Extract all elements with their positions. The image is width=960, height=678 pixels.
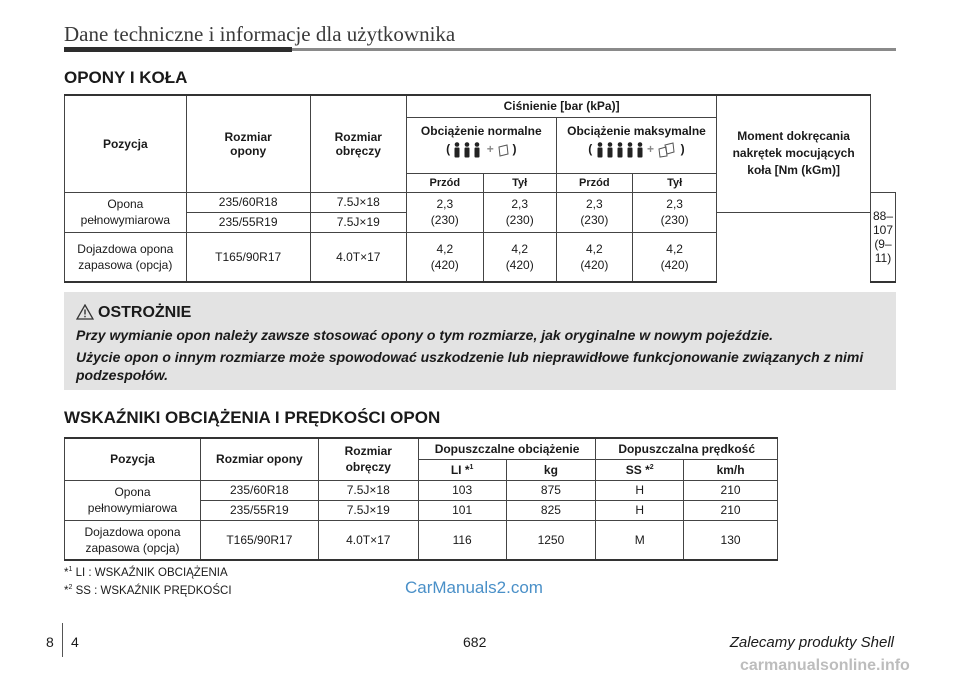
t2-hdr-predkosc: Dopuszczalna prędkość	[596, 438, 778, 459]
row-full-size-rim-b: 7.5J×19	[310, 212, 406, 232]
caution-text-2: Użycie opon o innym rozmiarze może spowodować uszkodzenie lub nieprawidłowe funkcjonowanie związanych z nimi podzespołów.	[76, 349, 864, 383]
three-persons-icon	[453, 142, 483, 158]
t2-row-spare-position: Dojazdowa opona zapasowa (opcja)	[65, 520, 201, 560]
five-persons-icon	[596, 142, 644, 158]
section-title-tyres: OPONY I KOŁA	[64, 68, 188, 87]
footnote-ss-sup: 2	[68, 584, 73, 591]
footnote-li-text: LI : WSKAŹNIK OBCIĄŻENIA	[75, 566, 228, 579]
row-full-size-pressure-4	[632, 192, 716, 232]
footer-shell-recommendation: Zalecamy produkty Shell	[729, 634, 894, 651]
row-full-size-tire-a: 235/60R18	[186, 192, 310, 212]
pressure-kpa: (230)	[580, 213, 609, 227]
hdr-pozycja: Pozycja	[65, 95, 187, 192]
pressure-kpa: (420)	[430, 257, 459, 272]
row-full-size-pressure-1	[406, 192, 483, 232]
watermark-carmanualsonline[interactable]: carmanualsonline.info	[740, 657, 910, 674]
t2-row-2-kg: 1250	[506, 520, 596, 560]
header-rule-accent	[64, 47, 292, 52]
pressure-kpa: (230)	[430, 213, 459, 227]
t2-row-1a-ss: H	[596, 480, 684, 500]
t2-hdr-kg: kg	[506, 459, 596, 480]
t2-row-full-size-position: Opona pełnowymiarowa	[65, 480, 201, 520]
load-speed-table	[64, 437, 778, 561]
hdr-tyl-1: Tył	[483, 173, 556, 192]
hdr-obciazenie-maksymalne	[556, 117, 717, 173]
hdr-obciazenie-normalne	[406, 117, 556, 173]
t2-row-1b-ss: H	[596, 500, 684, 520]
row-spare-rim: 4.0T×17	[310, 232, 406, 282]
t2-row-1a-kg: 875	[506, 480, 596, 500]
luggage-icon	[497, 143, 509, 157]
max-load-icon-group: ( + )	[588, 141, 685, 156]
hdr-przod-1: Przód	[406, 173, 483, 192]
t2-row-1a-rim: 7.5J×18	[318, 480, 418, 500]
hdr-moment: Moment dokręcania nakrętek mocujących koła [Nm (kGm)]	[717, 95, 871, 212]
pressure-value: 2,3	[436, 197, 454, 211]
pressure-kpa: (420)	[580, 257, 609, 272]
footer-chapter: 8	[46, 634, 54, 650]
footnote-li-sup: 1	[68, 566, 73, 573]
t2-hdr-li-sup: 1	[469, 463, 474, 471]
hdr-tyl-2: Tył	[632, 173, 716, 192]
footer-page-in-chapter: 4	[71, 634, 79, 650]
pressure-kpa: (420)	[660, 257, 689, 272]
hdr-obciazenie-normalne-label: Obciążenie normalne	[420, 123, 542, 138]
pressure-value: 4,2	[666, 241, 683, 256]
pressure-value: 4,2	[511, 241, 529, 256]
pressure-value: 2,3	[666, 197, 683, 211]
row-full-size-pressure-2	[483, 192, 556, 232]
hdr-obciazenie-maksymalne-label: Obciążenie maksymalne	[567, 123, 706, 138]
t2-hdr-obciazenie: Dopuszczalne obciążenie	[418, 438, 596, 459]
caution-box	[64, 292, 896, 390]
warning-triangle-icon	[76, 304, 94, 320]
t2-hdr-rozmiar-opony: Rozmiar opony	[200, 438, 318, 480]
pressure-kpa: (420)	[505, 257, 534, 272]
t2-row-1b-kmh: 210	[684, 500, 778, 520]
t2-hdr-li-label: LI *	[450, 462, 470, 477]
t2-row-2-tire: T165/90R17	[200, 520, 318, 560]
caution-title: OSTROŻNIE	[98, 304, 192, 321]
hdr-cisnienie: Ciśnienie [bar (kPa)]	[406, 95, 716, 117]
caution-text-1: Przy wymianie opon należy zawsze stosować opony o tym rozmiarze, jak oryginalne w nowym pojeździe.	[76, 327, 774, 343]
watermark-carmanuals2[interactable]: CarManuals2.com	[405, 578, 543, 597]
row-spare-pressure-3	[556, 232, 632, 282]
pressure-value: 4,2	[436, 241, 454, 256]
footer-divider	[62, 623, 63, 657]
row-full-size-pressure-3	[556, 192, 632, 232]
t2-hdr-ss-sup: 2	[649, 463, 654, 471]
row-full-size-rim-a: 7.5J×18	[310, 192, 406, 212]
t2-hdr-ss	[596, 459, 684, 480]
pressure-kpa: (230)	[505, 213, 534, 227]
row-spare-pressure-4	[632, 232, 716, 282]
footnote-li	[64, 566, 228, 579]
hdr-rozmiar-opony: Rozmiar opony	[186, 95, 310, 192]
row-spare-pressure-2	[483, 232, 556, 282]
pressure-kpa: (230)	[660, 213, 689, 227]
row-full-size-position: Opona pełnowymiarowa	[65, 192, 187, 232]
normal-load-icon-group: ( + )	[446, 141, 517, 156]
pressure-value: 2,3	[511, 197, 529, 211]
section-title-indices: WSKAŹNIKI OBCIĄŻENIA I PRĘDKOŚCI OPON	[64, 408, 441, 427]
page-header-title: Dane techniczne i informacje dla użytkownika	[64, 22, 456, 46]
t2-row-1a-li: 103	[418, 480, 506, 500]
footnote-li-mark: *	[64, 566, 69, 579]
t2-hdr-pozycja: Pozycja	[65, 438, 201, 480]
footnote-ss	[64, 584, 232, 597]
row-spare-position: Dojazdowa opona zapasowa (opcja)	[65, 232, 187, 282]
pressure-value: 4,2	[585, 241, 603, 256]
t2-row-1b-li: 101	[418, 500, 506, 520]
t2-row-1a-tire: 235/60R18	[200, 480, 318, 500]
row-spare-pressure-1	[406, 232, 483, 282]
t2-hdr-li	[418, 459, 506, 480]
row-spare-tire: T165/90R17	[186, 232, 310, 282]
full-luggage-icon	[657, 142, 677, 158]
footer-page-number: 682	[463, 634, 487, 650]
t2-hdr-kmh: km/h	[684, 459, 778, 480]
footnote-ss-mark: *	[64, 584, 69, 597]
t2-row-1a-kmh: 210	[684, 480, 778, 500]
t2-row-2-rim: 4.0T×17	[318, 520, 418, 560]
hdr-rozmiar-obreczy: Rozmiar obręczy	[310, 95, 406, 192]
t2-row-2-li: 116	[418, 520, 506, 560]
t2-row-2-ss: M	[596, 520, 684, 560]
t2-hdr-ss-label: SS *	[625, 462, 650, 477]
t2-row-1b-tire: 235/55R19	[200, 500, 318, 520]
hdr-przod-2: Przód	[556, 173, 632, 192]
t2-row-2-kmh: 130	[684, 520, 778, 560]
footnote-ss-text: SS : WSKAŹNIK PRĘDKOŚCI	[75, 584, 232, 597]
t2-row-1b-kg: 825	[506, 500, 596, 520]
row-full-size-tire-b: 235/55R19	[186, 212, 310, 232]
torque-value: 88–107 (9–11)	[870, 192, 895, 282]
tyre-pressure-table	[64, 94, 896, 283]
t2-row-1b-rim: 7.5J×19	[318, 500, 418, 520]
pressure-value: 2,3	[585, 197, 603, 211]
t2-hdr-rozmiar-obreczy: Rozmiar obręczy	[318, 438, 418, 480]
